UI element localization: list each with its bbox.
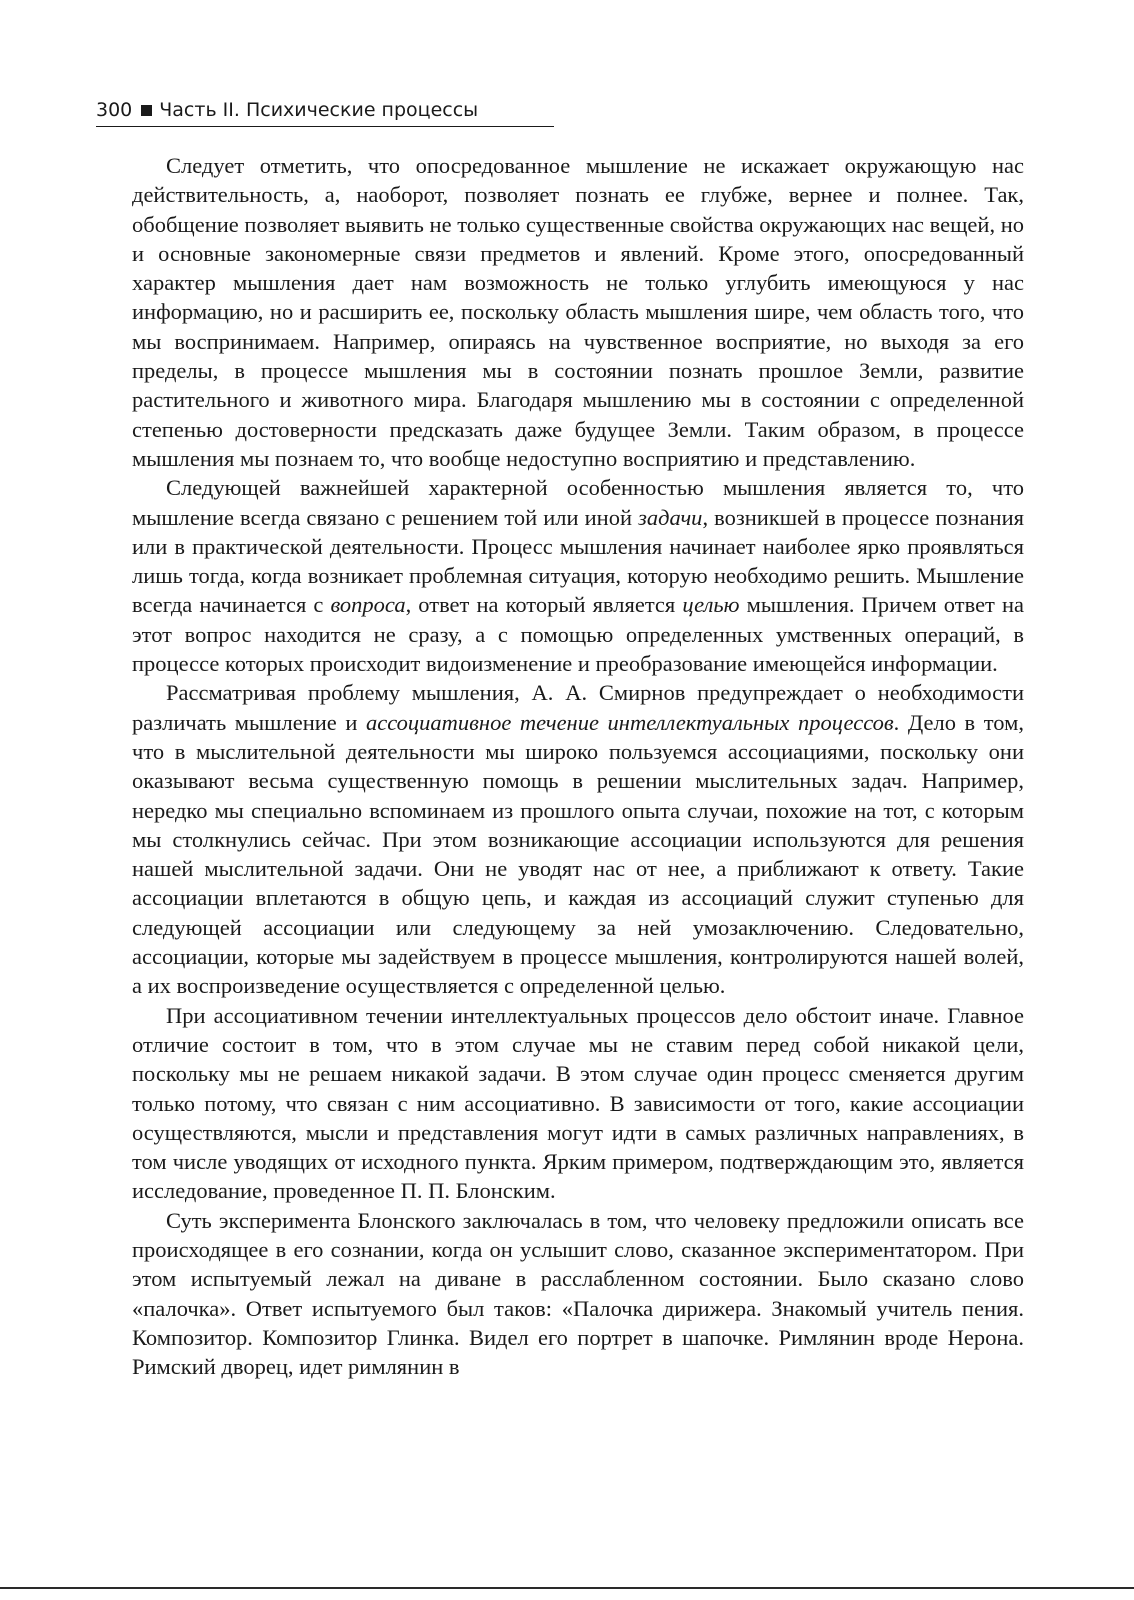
text-run: Суть эксперимента Блонского заключалась в том, что человеку предложили описать все происходящее в его сознании, когда он услышит слово, сказанное экспериментатором. При этом испытуемый лежал на диване в расслабленном состоянии. Было сказано слово «палочка». Ответ испытуемого был таков: «Палочка дирижера. Знакомый учитель пения. Композитор. Композитор Глинка. Видел его портрет в шапочке. Римлянин вроде Нерона. Римский дворец, идет римлянин в xyxy=(132,1207,1024,1380)
square-bullet-icon xyxy=(141,105,152,116)
page-bottom-rule xyxy=(0,1587,1134,1589)
emphasized-term: целью xyxy=(682,592,740,618)
text-run: Рассматривая проблему мышления, А. А. Смирнов предупреждает о необходимости различать мышление и xyxy=(132,680,1024,735)
emphasized-term: вопроса xyxy=(330,592,406,618)
page-number: 300 xyxy=(96,99,133,121)
running-header xyxy=(96,96,554,127)
paragraph xyxy=(132,1206,1024,1382)
paragraph xyxy=(132,473,1024,678)
emphasized-term: задачи xyxy=(638,504,703,530)
body-text xyxy=(132,151,1024,1381)
emphasized-term: ассоциативное течение интеллектуальных процессов xyxy=(365,709,894,735)
text-run: При ассоциативном течении интеллектуальных процессов дело обстоит иначе. Главное отличие состоит в том, что в этом случае мы не ставим перед собой никакой цели, поскольку мы не решаем никакой задачи. В этом случае один процесс сменяется другим только потому, что связан с ним ассоциативно. В зависимости от того, какие ассоциации осуществляются, мысли и представления могут идти в самых различных направлениях, в том числе уводящих от исходного пункта. Ярким примером, подтверждающим это, является исследование, проведенное П. П. Блонским. xyxy=(132,1002,1024,1204)
text-run: мышления. Причем ответ на этот вопрос находится не сразу, а с помощью определенных умственных операций, в процессе которых происходит видоизменение и преобразование имеющейся информации. xyxy=(132,592,1024,677)
paragraph xyxy=(132,678,1024,1000)
paragraph xyxy=(132,1001,1024,1206)
text-run: Следующей важнейшей характерной особенностью мышления является то, что мышление всегда связано с решением той или иной xyxy=(132,475,1024,530)
text-run: , ответ на который является xyxy=(405,592,683,618)
paragraph xyxy=(132,151,1024,473)
text-run: . Дело в том, что в мыслительной деятельности мы широко пользуемся ассоциациями, поскольку они оказывают весьма существенную помощь в решении мыслительных задач. Например, нередко мы специально вспоминаем из прошлого опыта случаи, похожие на тот, с которым мы столкнулись сейчас. При этом возникающие ассоциации используются для решения нашей мыслительной задачи. Они не уводят нас от нее, а приближают к ответу. Такие ассоциации вплетаются в общую цепь, и каждая из ассоциаций служит ступенью для следующей ассоциации или следующему за ней умозаключению. Следовательно, ассоциации, которые мы задействуем в процессе мышления, контролируются нашей волей, а их воспроизведение осуществляется с определенной целью. xyxy=(132,709,1024,999)
section-title: Часть II. Психические процессы xyxy=(159,99,479,121)
text-run: , возникшей в процессе познания или в практической деятельности. Процесс мышления начинает наиболее ярко проявляться лишь тогда, когда возникает проблемная ситуация, которую необходимо решить. Мышление всегда начинается с xyxy=(132,504,1024,618)
text-run: Следует отметить, что опосредованное мышление не искажает окружающую нас действительность, а, наоборот, позволяет познать ее глубже, вернее и полнее. Так, обобщение позволяет выявить не только существенные свойства окружающих нас вещей, но и основные закономерные связи предметов и явлений. Кроме этого, опосредованный характер мышления дает нам возможность не только углубить имеющуюся у нас информацию, но и расширить ее, поскольку область мышления шире, чем область того, что мы воспринимаем. Например, опираясь на чувственное восприятие, но выходя за его пределы, в процессе мышления мы в состоянии познать прошлое Земли, развитие растительного и животного мира. Благодаря мышлению мы в состоянии с определенной степенью достоверности предсказать даже будущее Земли. Таким образом, в процессе мышления мы познаем то, что вообще недоступно восприятию и представлению. xyxy=(132,153,1024,471)
